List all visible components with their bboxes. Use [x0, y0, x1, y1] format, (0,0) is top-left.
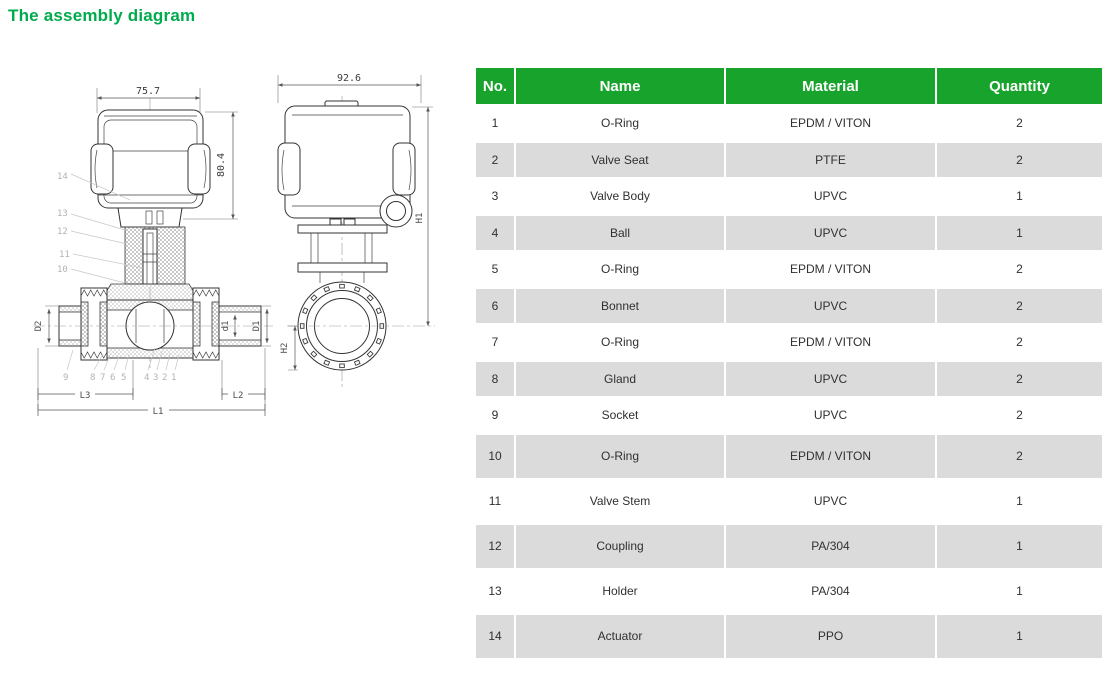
cell-no: 4 [476, 216, 514, 251]
cell-name: Coupling [516, 525, 724, 568]
cell-name: Gland [516, 362, 724, 397]
cell-no: 6 [476, 289, 514, 324]
cell-no: 5 [476, 252, 514, 287]
cell-quantity: 1 [937, 179, 1102, 214]
cell-no: 1 [476, 106, 514, 141]
table-row [476, 398, 1102, 433]
dim-L3-label: L3 [79, 391, 91, 401]
part-label-14: 14 [57, 172, 68, 182]
cell-material: UPVC [726, 398, 935, 433]
table-row [476, 252, 1102, 287]
cell-name: Holder [516, 570, 724, 613]
cell-name: O-Ring [516, 106, 724, 141]
col-header-name: Name [516, 68, 724, 104]
part-label-9: 9 [63, 373, 69, 383]
front-coupling [125, 227, 185, 284]
cell-material: EPDM / VITON [726, 106, 935, 141]
cell-quantity: 1 [937, 570, 1102, 613]
cell-name: Valve Body [516, 179, 724, 214]
cell-material: UPVC [726, 216, 935, 251]
table-row [476, 480, 1102, 523]
dim-H1-label: H1 [415, 212, 425, 224]
table-row [476, 143, 1102, 178]
cell-no: 11 [476, 480, 514, 523]
left-clip [91, 144, 113, 194]
cell-name: Bonnet [516, 289, 724, 324]
front-view [33, 86, 273, 417]
cell-quantity: 2 [937, 106, 1102, 141]
side-mounting-bracket [298, 219, 387, 283]
cell-no: 8 [476, 362, 514, 397]
table-row [476, 362, 1102, 397]
dim-d1-label: d1 [221, 320, 231, 332]
part-label-5: 5 [121, 373, 127, 383]
table-row [476, 216, 1102, 251]
dim-H2-label: H2 [280, 342, 290, 354]
col-header-no: No. [476, 68, 514, 104]
cell-material: UPVC [726, 362, 935, 397]
table-row [476, 435, 1102, 478]
cell-quantity: 1 [937, 216, 1102, 251]
cell-quantity: 2 [937, 252, 1102, 287]
cell-material: PA/304 [726, 570, 935, 613]
table-row [476, 106, 1102, 141]
cell-name: Socket [516, 398, 724, 433]
cell-quantity: 1 [937, 480, 1102, 523]
table-row [476, 179, 1102, 214]
table-row [476, 289, 1102, 324]
part-label-2: 2 [162, 373, 168, 383]
cell-material: PTFE [726, 143, 935, 178]
front-height-dim-label: 80.4 [216, 152, 227, 178]
cell-material: PPO [726, 615, 935, 658]
front-width-dim-label: 75.7 [135, 86, 161, 97]
cell-quantity: 2 [937, 143, 1102, 178]
left-clip [278, 143, 300, 195]
col-header-material: Material [726, 68, 935, 104]
parts-table-grid [474, 66, 1104, 660]
front-bonnet [101, 284, 199, 300]
page-title: The assembly diagram [8, 6, 196, 25]
cell-name: Ball [516, 216, 724, 251]
part-label-1: 1 [171, 373, 177, 383]
cell-quantity: 2 [937, 435, 1102, 478]
front-actuator-body [91, 110, 210, 208]
cell-no: 14 [476, 615, 514, 658]
cell-name: Valve Stem [516, 480, 724, 523]
part-label-13: 13 [57, 209, 68, 219]
cell-material: EPDM / VITON [726, 435, 935, 478]
valve-assembly-technical-drawing [15, 58, 470, 433]
part-label-7: 7 [100, 373, 106, 383]
front-holder-neck [118, 208, 182, 227]
part-label-3: 3 [153, 373, 159, 383]
front-union-nut-right [193, 288, 219, 360]
cell-material: UPVC [726, 179, 935, 214]
side-view [278, 73, 435, 388]
side-H1-dimension [412, 107, 433, 326]
cell-material: EPDM / VITON [726, 252, 935, 287]
cell-quantity: 1 [937, 525, 1102, 568]
cell-no: 12 [476, 525, 514, 568]
col-header-quantity: Quantity [937, 68, 1102, 104]
front-width-dimension [97, 86, 200, 113]
parts-table [474, 66, 1104, 660]
cell-name: Actuator [516, 615, 724, 658]
cell-no: 9 [476, 398, 514, 433]
dim-L2-label: L2 [232, 391, 244, 401]
cell-quantity: 2 [937, 325, 1102, 360]
table-row [476, 525, 1102, 568]
right-clip [188, 144, 210, 194]
cell-no: 3 [476, 179, 514, 214]
cell-no: 10 [476, 435, 514, 478]
cell-name: O-Ring [516, 435, 724, 478]
cell-no: 2 [476, 143, 514, 178]
part-label-6: 6 [110, 373, 116, 383]
side-actuator-body [278, 101, 415, 227]
cell-material: UPVC [726, 480, 935, 523]
cell-name: O-Ring [516, 252, 724, 287]
cell-no: 7 [476, 325, 514, 360]
part-label-4: 4 [144, 373, 150, 383]
cell-name: O-Ring [516, 325, 724, 360]
part-label-8: 8 [90, 373, 96, 383]
right-clip [393, 143, 415, 195]
table-row [476, 615, 1102, 658]
cell-no: 13 [476, 570, 514, 613]
table-row [476, 325, 1102, 360]
cell-material: EPDM / VITON [726, 325, 935, 360]
front-union-nut-left [81, 288, 107, 360]
dim-D1-label: D1 [252, 320, 262, 332]
cell-name: Valve Seat [516, 143, 724, 178]
front-valve-body [101, 300, 199, 358]
cable-gland-boss [380, 195, 412, 227]
cell-quantity: 2 [937, 362, 1102, 397]
part-label-12: 12 [57, 227, 68, 237]
cell-quantity: 2 [937, 289, 1102, 324]
side-width-dim-label: 92.6 [336, 73, 362, 84]
side-H2-dimension [280, 326, 298, 370]
side-width-dimension [278, 73, 421, 103]
dim-L1-label: L1 [152, 407, 164, 417]
dim-D2-label: D2 [34, 320, 44, 332]
table-header-row [476, 68, 1102, 104]
part-label-10: 10 [57, 265, 68, 275]
cell-quantity: 2 [937, 398, 1102, 433]
cell-material: UPVC [726, 289, 935, 324]
part-label-11: 11 [59, 250, 70, 260]
table-row [476, 570, 1102, 613]
cell-quantity: 1 [937, 615, 1102, 658]
cell-material: PA/304 [726, 525, 935, 568]
